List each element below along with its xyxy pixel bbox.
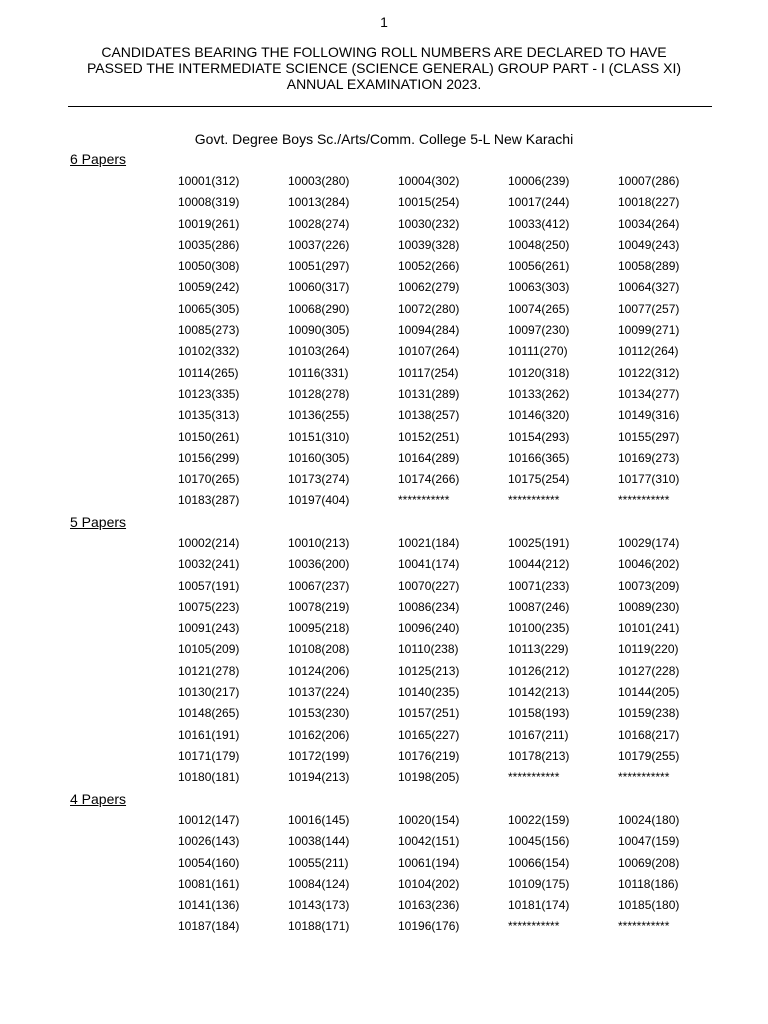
roll-number-entry: 10058(289): [618, 259, 680, 274]
roll-number-grid-6-papers: [178, 174, 718, 515]
roll-number-entry: 10124(206): [288, 663, 350, 678]
roll-number-entry: 10165(227): [398, 727, 460, 742]
roll-number-entry: 10085(273): [178, 323, 240, 338]
roll-number-entry: 10185(180): [618, 898, 680, 913]
roll-number-entry: 10034(264): [618, 216, 680, 231]
roll-number-entry: 10103(264): [288, 344, 350, 359]
roll-number-entry: 10036(200): [288, 557, 350, 572]
roll-number-entry: 10152(251): [398, 429, 460, 444]
roll-number-entry: 10120(318): [508, 365, 570, 380]
roll-number-entry: 10197(404): [288, 493, 350, 508]
roll-number-entry: 10102(332): [178, 344, 240, 359]
roll-number-entry: 10176(219): [398, 748, 460, 763]
roll-number-entry: 10187(184): [178, 919, 240, 934]
roll-number-entry: 10084(124): [288, 876, 350, 891]
roll-number-entry: 10138(257): [398, 408, 460, 423]
roll-number-entry: 10194(213): [288, 770, 350, 785]
roll-number-entry: 10044(212): [508, 557, 570, 572]
roll-number-entry: 10154(293): [508, 429, 570, 444]
roll-number-entry: 10153(230): [288, 706, 350, 721]
roll-number-entry: 10114(265): [178, 365, 239, 380]
roll-number-entry: 10122(312): [618, 365, 680, 380]
roll-number-entry: 10065(305): [178, 301, 240, 316]
roll-number-entry: 10198(205): [398, 770, 460, 785]
roll-number-entry: 10134(277): [618, 386, 680, 401]
roll-number-entry: 10046(202): [618, 557, 680, 572]
roll-number-entry: ***********: [508, 770, 560, 785]
roll-number-entry: 10021(184): [398, 536, 460, 550]
roll-number-entry: 10180(181): [178, 770, 240, 785]
roll-number-entry: 10001(312): [178, 174, 240, 188]
roll-number-entry: 10067(237): [288, 578, 350, 593]
roll-number-entry: 10049(243): [618, 237, 680, 252]
roll-number-entry: 10057(191): [178, 578, 240, 593]
roll-number-entry: 10148(265): [178, 706, 240, 721]
roll-number-entry: 10123(335): [178, 386, 240, 401]
roll-number-entry: 10107(264): [398, 344, 460, 359]
roll-number-entry: 10041(174): [398, 557, 460, 572]
roll-number-entry: ***********: [618, 493, 670, 508]
roll-number-entry: 10022(159): [508, 813, 570, 827]
heading-line-3: ANNUAL EXAMINATION 2023.: [286, 76, 482, 92]
roll-number-entry: 10105(209): [178, 642, 240, 657]
roll-number-entry: 10064(327): [618, 280, 680, 295]
roll-number-entry: 10178(213): [508, 748, 570, 763]
roll-number-entry: 10013(284): [288, 195, 350, 210]
roll-number-entry: 10137(224): [288, 685, 350, 700]
roll-number-entry: 10196(176): [398, 919, 460, 934]
roll-number-entry: 10002(214): [178, 536, 240, 550]
roll-number-entry: 10161(191): [178, 727, 240, 742]
roll-number-entry: 10135(313): [178, 408, 240, 423]
roll-number-entry: 10140(235): [398, 685, 460, 700]
roll-number-entry: 10128(278): [288, 386, 350, 401]
roll-number-entry: 10144(205): [618, 685, 680, 700]
heading-line-1: CANDIDATES BEARING THE FOLLOWING ROLL NUMBERS ARE DECLARED TO HAVE: [101, 44, 667, 60]
roll-number-entry: 10077(257): [618, 301, 680, 316]
roll-number-entry: 10160(305): [288, 450, 350, 465]
roll-number-entry: 10059(242): [178, 280, 240, 295]
roll-number-entry: 10181(174): [508, 898, 570, 913]
roll-number-entry: 10173(274): [288, 472, 350, 487]
roll-number-entry: 10111(270): [508, 344, 568, 359]
roll-number-entry: 10095(218): [288, 621, 350, 636]
roll-number-entry: 10054(160): [178, 855, 240, 870]
roll-number-entry: 10150(261): [178, 429, 240, 444]
roll-number-entry: 10045(156): [508, 834, 570, 849]
roll-number-entry: 10017(244): [508, 195, 570, 210]
roll-number-entry: 10130(217): [178, 685, 240, 700]
roll-number-entry: 10151(310): [288, 429, 350, 444]
roll-number-entry: 10047(159): [618, 834, 680, 849]
roll-number-entry: 10055(211): [288, 855, 349, 870]
roll-number-entry: 10018(227): [618, 195, 680, 210]
roll-number-entry: 10062(279): [398, 280, 460, 295]
roll-number-entry: 10125(213): [398, 663, 460, 678]
roll-number-entry: 10075(223): [178, 599, 240, 614]
roll-number-entry: 10091(243): [178, 621, 240, 636]
section-label-5-papers: 5 Papers: [70, 514, 127, 530]
roll-number-entry: 10179(255): [618, 748, 680, 763]
roll-number-entry: 10113(229): [508, 642, 569, 657]
roll-number-entry: 10030(232): [398, 216, 460, 231]
roll-number-entry: 10167(211): [508, 727, 569, 742]
roll-number-entry: 10026(143): [178, 834, 240, 849]
roll-number-grid-5-papers: [178, 536, 718, 792]
roll-number-entry: 10109(175): [508, 876, 570, 891]
roll-number-entry: 10146(320): [508, 408, 570, 423]
roll-number-entry: 10006(239): [508, 174, 570, 188]
college-name: Govt. Degree Boys Sc./Arts/Comm. College 5-L New Karachi: [194, 131, 574, 147]
roll-number-entry: 10028(274): [288, 216, 350, 231]
roll-number-entry: 10010(213): [288, 536, 350, 550]
roll-number-entry: 10032(241): [178, 557, 240, 572]
roll-number-entry: 10183(287): [178, 493, 240, 508]
roll-number-entry: 10126(212): [508, 663, 570, 678]
roll-number-entry: 10035(286): [178, 237, 240, 252]
roll-number-entry: 10015(254): [398, 195, 460, 210]
roll-number-entry: 10038(144): [288, 834, 350, 849]
roll-number-entry: 10162(206): [288, 727, 350, 742]
section-label-6-papers: 6 Papers: [70, 151, 127, 167]
roll-number-entry: 10089(230): [618, 599, 680, 614]
roll-number-entry: 10177(310): [618, 472, 680, 487]
roll-number-entry: 10071(233): [508, 578, 570, 593]
roll-number-entry: 10121(278): [178, 663, 240, 678]
roll-number-entry: 10156(299): [178, 450, 240, 465]
roll-number-entry: 10039(328): [398, 237, 460, 252]
heading-divider: [68, 106, 712, 107]
roll-number-entry: 10108(208): [288, 642, 350, 657]
roll-number-entry: 10048(250): [508, 237, 570, 252]
roll-number-entry: 10097(230): [508, 323, 570, 338]
roll-number-entry: 10060(317): [288, 280, 350, 295]
page-heading: [60, 44, 708, 92]
roll-number-entry: 10094(284): [398, 323, 460, 338]
roll-number-entry: 10155(297): [618, 429, 680, 444]
roll-number-entry: 10066(154): [508, 855, 570, 870]
roll-number-entry: 10159(238): [618, 706, 680, 721]
roll-number-entry: 10104(202): [398, 876, 460, 891]
roll-number-entry: 10116(331): [288, 365, 349, 380]
roll-number-entry: 10096(240): [398, 621, 460, 636]
roll-number-entry: 10100(235): [508, 621, 570, 636]
roll-number-entry: 10172(199): [288, 748, 350, 763]
roll-number-entry: 10171(179): [178, 748, 240, 763]
roll-number-entry: 10072(280): [398, 301, 460, 316]
roll-number-entry: 10158(193): [508, 706, 570, 721]
roll-number-entry: ***********: [398, 493, 450, 508]
roll-number-entry: 10025(191): [508, 536, 570, 550]
roll-number-entry: 10163(236): [398, 898, 460, 913]
roll-number-entry: 10007(286): [618, 174, 680, 188]
roll-number-entry: 10069(208): [618, 855, 680, 870]
roll-number-entry: 10175(254): [508, 472, 570, 487]
roll-number-entry: 10136(255): [288, 408, 350, 423]
roll-number-entry: ***********: [508, 493, 560, 508]
roll-number-entry: 10042(151): [398, 834, 460, 849]
roll-number-entry: 10051(297): [288, 259, 350, 274]
roll-number-entry: 10074(265): [508, 301, 570, 316]
roll-number-entry: 10073(209): [618, 578, 680, 593]
roll-number-entry: 10003(280): [288, 174, 350, 188]
roll-number-entry: 10086(234): [398, 599, 460, 614]
roll-number-entry: 10174(266): [398, 472, 460, 487]
roll-number-entry: 10142(213): [508, 685, 570, 700]
roll-number-entry: 10081(161): [178, 876, 240, 891]
roll-number-entry: 10143(173): [288, 898, 350, 913]
roll-number-entry: 10141(136): [178, 898, 240, 913]
roll-number-entry: 10016(145): [288, 813, 350, 827]
roll-number-entry: 10090(305): [288, 323, 350, 338]
roll-number-entry: 10188(171): [288, 919, 350, 934]
roll-number-entry: 10019(261): [178, 216, 240, 231]
roll-number-entry: 10164(289): [398, 450, 460, 465]
roll-number-entry: 10101(241): [618, 621, 680, 636]
roll-number-entry: 10133(262): [508, 386, 570, 401]
heading-line-2: PASSED THE INTERMEDIATE SCIENCE (SCIENCE GENERAL) GROUP PART - I (CLASS XI): [86, 60, 682, 76]
section-label-4-papers: 4 Papers: [70, 791, 127, 807]
roll-number-entry: 10131(289): [398, 386, 460, 401]
roll-number-entry: 10118(186): [618, 876, 679, 891]
roll-number-entry: 10050(308): [178, 259, 240, 274]
roll-number-entry: 10008(319): [178, 195, 240, 210]
roll-number-entry: 10024(180): [618, 813, 680, 827]
roll-number-entry: 10056(261): [508, 259, 570, 274]
roll-number-entry: 10037(226): [288, 237, 350, 252]
page-number: 1: [380, 14, 388, 30]
roll-number-entry: 10168(217): [618, 727, 680, 742]
roll-number-entry: 10078(219): [288, 599, 350, 614]
roll-number-entry: 10020(154): [398, 813, 460, 827]
roll-number-entry: 10070(227): [398, 578, 460, 593]
roll-number-entry: 10099(271): [618, 323, 680, 338]
roll-number-grid-4-papers: [178, 813, 718, 941]
roll-number-entry: 10004(302): [398, 174, 460, 188]
roll-number-entry: ***********: [508, 919, 560, 934]
roll-number-entry: 10087(246): [508, 599, 570, 614]
roll-number-entry: 10166(365): [508, 450, 570, 465]
roll-number-entry: 10127(228): [618, 663, 680, 678]
roll-number-entry: 10012(147): [178, 813, 240, 827]
roll-number-entry: 10033(412): [508, 216, 570, 231]
roll-number-entry: 10110(238): [398, 642, 459, 657]
roll-number-entry: 10117(254): [398, 365, 459, 380]
roll-number-entry: 10170(265): [178, 472, 240, 487]
roll-number-entry: 10052(266): [398, 259, 460, 274]
roll-number-entry: 10119(220): [618, 642, 679, 657]
roll-number-entry: 10029(174): [618, 536, 680, 550]
roll-number-entry: 10169(273): [618, 450, 680, 465]
roll-number-entry: 10061(194): [398, 855, 460, 870]
roll-number-entry: 10149(316): [618, 408, 680, 423]
roll-number-entry: ***********: [618, 770, 670, 785]
roll-number-entry: 10157(251): [398, 706, 460, 721]
roll-number-entry: ***********: [618, 919, 670, 934]
roll-number-entry: 10063(303): [508, 280, 570, 295]
roll-number-entry: 10068(290): [288, 301, 350, 316]
roll-number-entry: 10112(264): [618, 344, 679, 359]
